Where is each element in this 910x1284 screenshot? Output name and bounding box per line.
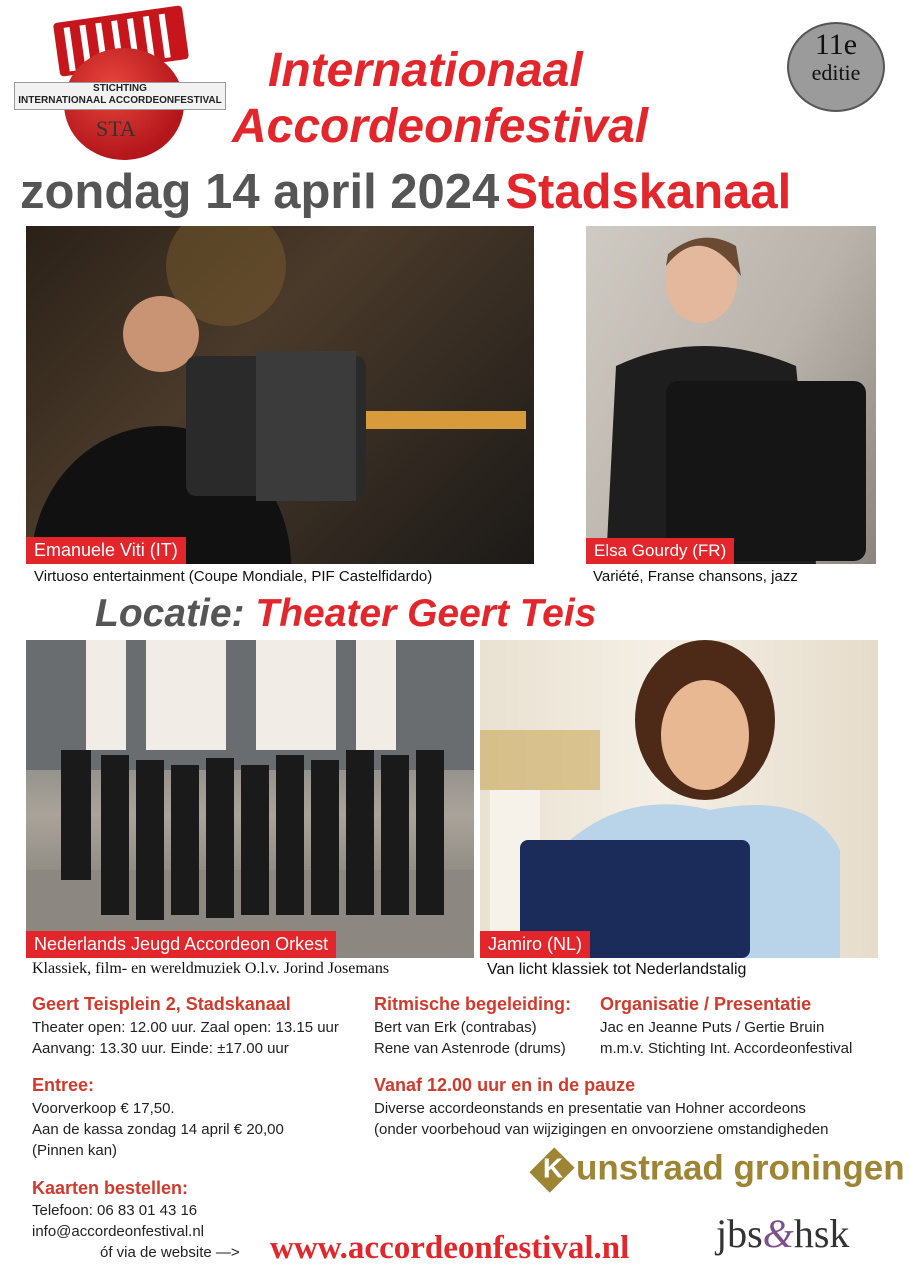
caption-artist-3: Nederlands Jeugd Accordeon Orkest xyxy=(26,931,336,958)
location-venue: Theater Geert Teis xyxy=(255,592,597,635)
address-heading: Geert Teisplein 2, Stadskanaal xyxy=(32,994,291,1014)
organisation-names: Jac en Jeanne Puts / Gertie Bruin xyxy=(600,1019,825,1036)
kunstraad-k-icon: K xyxy=(529,1147,574,1192)
pause-text xyxy=(374,1098,828,1140)
pause-line2: (onder voorbehoud van wijzigingen en onvoorziene omstandigheden xyxy=(374,1121,829,1138)
desc-artist-1: Virtuoso entertainment (Coupe Mondiale, PIF Castelfidardo) xyxy=(34,568,433,585)
rhythm-bass: Bert van Erk (contrabas) xyxy=(374,1019,537,1036)
jbs-ampersand: & xyxy=(762,1211,794,1256)
edition-badge xyxy=(787,22,885,112)
event-date-line xyxy=(20,164,791,220)
edition-word: editie xyxy=(811,60,861,85)
payment-note: (Pinnen kan) xyxy=(32,1142,118,1159)
logo-ribbon xyxy=(14,82,226,110)
door-price: Aan de kassa zondag 14 april € 20,00 xyxy=(32,1121,284,1138)
photo-illustration xyxy=(586,226,876,564)
photo-illustration xyxy=(26,640,474,958)
address-text xyxy=(32,1017,339,1059)
pause-heading: Vanaf 12.00 uur en in de pauze xyxy=(374,1075,636,1095)
entree-heading: Entree: xyxy=(32,1075,95,1095)
presale-price: Voorverkoop € 17,50. xyxy=(32,1100,175,1117)
photo-elsa-gourdy xyxy=(586,226,876,564)
festival-logo xyxy=(14,8,224,158)
jbs-text: jbs xyxy=(716,1211,763,1256)
organisation-text xyxy=(600,1017,852,1059)
photo-orchestra xyxy=(26,640,474,958)
photo-emanuele-viti xyxy=(26,226,534,564)
location-label: Locatie: xyxy=(95,592,245,635)
hsk-text: hsk xyxy=(793,1211,850,1256)
rhythm-heading: Ritmische begeleiding: xyxy=(374,994,572,1014)
desc-artist-4: Van licht klassiek tot Nederlandstalig xyxy=(487,961,747,978)
tickets-text xyxy=(32,1200,240,1263)
location-line xyxy=(95,592,596,636)
logo-org-line2: INTERNATIONAAL ACCORDEONFESTIVAL xyxy=(18,95,222,106)
desc-artist-3: Klassiek, film- en wereldmuziek O.l.v. Jorind Josemans xyxy=(32,960,390,977)
logo-org-line1: STICHTING xyxy=(93,83,147,94)
photo-illustration xyxy=(26,226,534,564)
website-link[interactable]: www.accordeonfestival.nl xyxy=(270,1230,630,1266)
caption-artist-2: Elsa Gourdy (FR) xyxy=(586,538,734,564)
start-end-times: Aanvang: 13.30 uur. Einde: ±17.00 uur xyxy=(32,1040,289,1057)
tickets-phone: Telefoon: 06 83 01 43 16 xyxy=(32,1202,198,1219)
organisation-heading: Organisatie / Presentatie xyxy=(600,994,812,1014)
desc-artist-2: Variété, Franse chansons, jazz xyxy=(593,568,798,585)
rhythm-drums: Rene van Astenrode (drums) xyxy=(374,1040,566,1057)
rhythm-text xyxy=(374,1017,566,1059)
kunstraad-logo xyxy=(534,1148,905,1192)
caption-artist-4: Jamiro (NL) xyxy=(480,931,590,958)
title-line2: Accordeonfestival xyxy=(232,100,649,153)
tickets-email[interactable]: info@accordeonfestival.nl xyxy=(32,1223,204,1240)
photo-jamiro xyxy=(480,640,878,958)
caption-artist-1: Emanuele Viti (IT) xyxy=(26,537,186,564)
entree-text xyxy=(32,1098,284,1161)
edition-number: 11e xyxy=(814,28,858,61)
organisation-support: m.m.v. Stichting Int. Accordeonfestival xyxy=(600,1040,853,1057)
title-line1: Internationaal xyxy=(268,44,583,97)
photo-illustration xyxy=(480,640,878,958)
event-city: Stadskanaal xyxy=(505,165,792,219)
tickets-website-hint: óf via de website —> xyxy=(100,1244,240,1261)
pause-line1: Diverse accordeonstands en presentatie van Hohner accordeons xyxy=(374,1100,806,1117)
tickets-heading: Kaarten bestellen: xyxy=(32,1178,189,1198)
opening-times: Theater open: 12.00 uur. Zaal open: 13.15 uur xyxy=(32,1019,339,1036)
logo-mark: STA xyxy=(96,116,136,141)
jbs-hsk-logo xyxy=(716,1210,849,1257)
kunstraad-name: unstraad groningen xyxy=(576,1148,905,1188)
event-date: zondag 14 april 2024 xyxy=(20,165,500,219)
